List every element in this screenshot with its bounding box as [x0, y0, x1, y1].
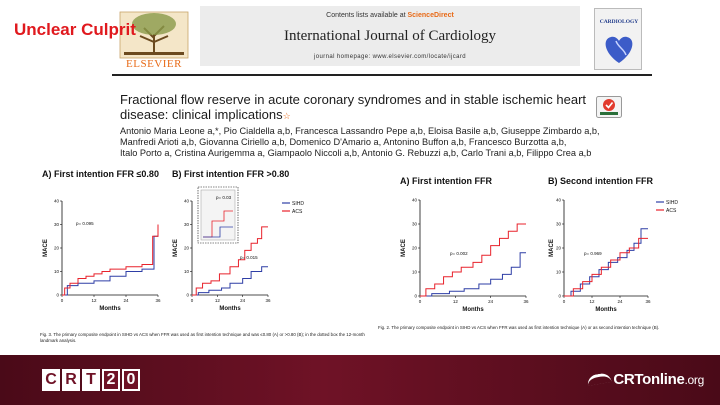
contents-line: [200, 12, 580, 19]
crt-logo-letter: 0: [122, 369, 140, 391]
author-line: Manfredi Arioti a,b, Giovanna Ciriello a,b, Domenico D'Amario a, Antonino Buffon a,b, Francesco Burzotta a,b,: [120, 137, 567, 147]
figure-right-panel-a: [398, 172, 546, 322]
series-line-acs: [62, 225, 158, 296]
y-tick-label: 30: [183, 222, 189, 227]
x-axis-label: Months: [595, 307, 617, 313]
crtonline-logo[interactable]: [587, 371, 704, 388]
y-tick-label: 10: [53, 269, 59, 274]
y-tick-label: 10: [183, 269, 189, 274]
x-tick-label: 0: [562, 299, 566, 304]
figure-left-panel-b: [170, 165, 345, 315]
slide-title: Unclear Culprit: [14, 20, 136, 39]
legend-label: SIHD: [666, 199, 678, 206]
x-tick-label: 36: [265, 298, 271, 303]
article-title-text: Fractional flow reserve in acute coronary syndromes and in stable ischemic heart disease: clinical implications: [120, 92, 587, 122]
y-tick-label: 0: [414, 293, 417, 299]
p-value: p= 0.002: [450, 251, 468, 256]
crt20-logo[interactable]: [42, 369, 140, 391]
sciencedirect-link[interactable]: ScienceDirect: [407, 12, 454, 19]
x-tick-label: 36: [155, 298, 161, 303]
y-tick-label: 20: [411, 245, 417, 251]
y-tick-label: 20: [53, 245, 59, 251]
y-tick-label: 40: [183, 198, 189, 204]
crt-logo-letter: T: [82, 369, 100, 391]
journal-name: International Journal of Cardiology: [283, 28, 497, 44]
y-tick-label: 20: [555, 245, 561, 251]
inset-p-value: p= 0.03: [216, 195, 232, 200]
crtonline-name: CRTonline: [613, 371, 685, 388]
x-tick-label: 24: [123, 298, 129, 303]
journal-header: [112, 6, 652, 74]
x-tick-label: 12: [452, 299, 458, 304]
x-tick-label: 0: [418, 299, 422, 304]
x-tick-label: 0: [190, 298, 194, 303]
km-chart-right-a: [398, 172, 546, 322]
y-axis-label: MACE: [43, 239, 49, 257]
y-tick-label: 40: [555, 197, 561, 203]
p-value: p= 0.969: [584, 251, 602, 256]
crt-logo-letter: 2: [102, 369, 120, 391]
figure-left-caption: Fig. 3. The primary composite endpoint in SIHD vs ACS when FFR was used as first intention technique and was ≤0.80 (A) or >0.80 (B); in the dotted box the 12-month landmark analysis.: [40, 332, 365, 343]
x-tick-label: 36: [523, 299, 529, 304]
x-tick-label: 0: [60, 298, 64, 303]
km-chart-left-a: [40, 165, 168, 315]
cover-title: CARDIOLOGY: [599, 19, 639, 25]
journal-homepage[interactable]: journal homepage: www.elsevier.com/locate/ijcard: [314, 54, 466, 60]
y-tick-label: 0: [186, 292, 189, 298]
series-line-sihd: [420, 253, 526, 296]
y-tick-label: 0: [56, 292, 59, 298]
header-rule: [112, 74, 652, 76]
y-axis-label: MACE: [173, 239, 179, 257]
y-tick-label: 10: [555, 269, 561, 275]
p-value: p= 0.095: [76, 221, 94, 226]
legend-label: SIHD: [292, 200, 304, 207]
author-line: Antonio Maria Leone a,*, Pio Cialdella a,b, Francesca Lassandro Pepe a,b, Eloisa Basile a,b, Giuseppe Zimbardo a,b,: [120, 126, 600, 136]
series-line-sihd: [564, 229, 648, 296]
y-tick-label: 10: [411, 269, 417, 275]
x-axis-label: Months: [462, 307, 484, 313]
title-footnote-mark: ☆: [282, 111, 291, 121]
panel-title: A) First intention FFR ≤0.80: [42, 169, 159, 179]
x-axis-label: Months: [219, 306, 241, 312]
x-tick-label: 12: [91, 298, 97, 303]
x-tick-label: 24: [240, 298, 246, 303]
crt-logo-letter: R: [62, 369, 80, 391]
panel-title: B) First intention FFR >0.80: [172, 169, 290, 179]
figure-right-caption: Fig. 2. The primary composite endpoint in SIHD vs ACS when FFR was used as first intention technique (A) or as second intention technique (B).: [378, 325, 660, 330]
contents-prefix: Contents lists available at: [326, 12, 408, 19]
x-tick-label: 12: [589, 299, 595, 304]
y-tick-label: 40: [53, 198, 59, 204]
series-line-sihd: [62, 229, 158, 295]
series-line-acs: [420, 224, 526, 296]
y-tick-label: 20: [183, 245, 189, 251]
publisher-name: ELSEVIER: [126, 58, 182, 70]
x-tick-label: 12: [214, 298, 220, 303]
panel-title: A) First intention FFR: [400, 176, 492, 186]
y-axis-label: MACE: [401, 239, 407, 257]
author-list: [120, 126, 672, 159]
km-chart-right-b: [546, 172, 696, 322]
figure-right-panel-b: [546, 172, 696, 322]
swoosh-icon: [587, 372, 612, 386]
series-line-acs: [564, 238, 648, 296]
panel-title: B) Second intention FFR: [548, 176, 653, 186]
legend-label: ACS: [292, 208, 303, 215]
crossmark-icon[interactable]: [596, 96, 622, 118]
x-axis-label: Months: [99, 306, 121, 312]
figure-left-panel-a: [40, 165, 168, 315]
article-title: [120, 92, 590, 124]
x-tick-label: 24: [617, 299, 623, 304]
y-tick-label: 30: [53, 222, 59, 227]
y-tick-label: 40: [411, 197, 417, 203]
x-tick-label: 24: [488, 299, 494, 304]
y-tick-label: 30: [555, 221, 561, 227]
p-value: p= 0.015: [240, 255, 258, 260]
y-tick-label: 0: [558, 293, 561, 299]
crtonline-suffix: .org: [684, 373, 704, 387]
heart-icon: [596, 27, 642, 67]
journal-cover: [594, 8, 642, 70]
y-axis-label: MACE: [549, 239, 555, 257]
y-tick-label: 30: [411, 221, 417, 227]
legend-label: ACS: [666, 207, 677, 214]
km-chart-left-b: [170, 165, 345, 315]
x-tick-label: 36: [645, 299, 651, 304]
crt-logo-letter: C: [42, 369, 60, 391]
journal-header-band: [200, 6, 580, 66]
author-line: Italo Porto a, Cristina Aurigemma a, Giampaolo Niccoli a,b, Antonio G. Rebuzzi a,b, Carlo Trani a,b, Filippo Crea a,b: [120, 148, 592, 158]
footer-banner: [0, 355, 720, 405]
